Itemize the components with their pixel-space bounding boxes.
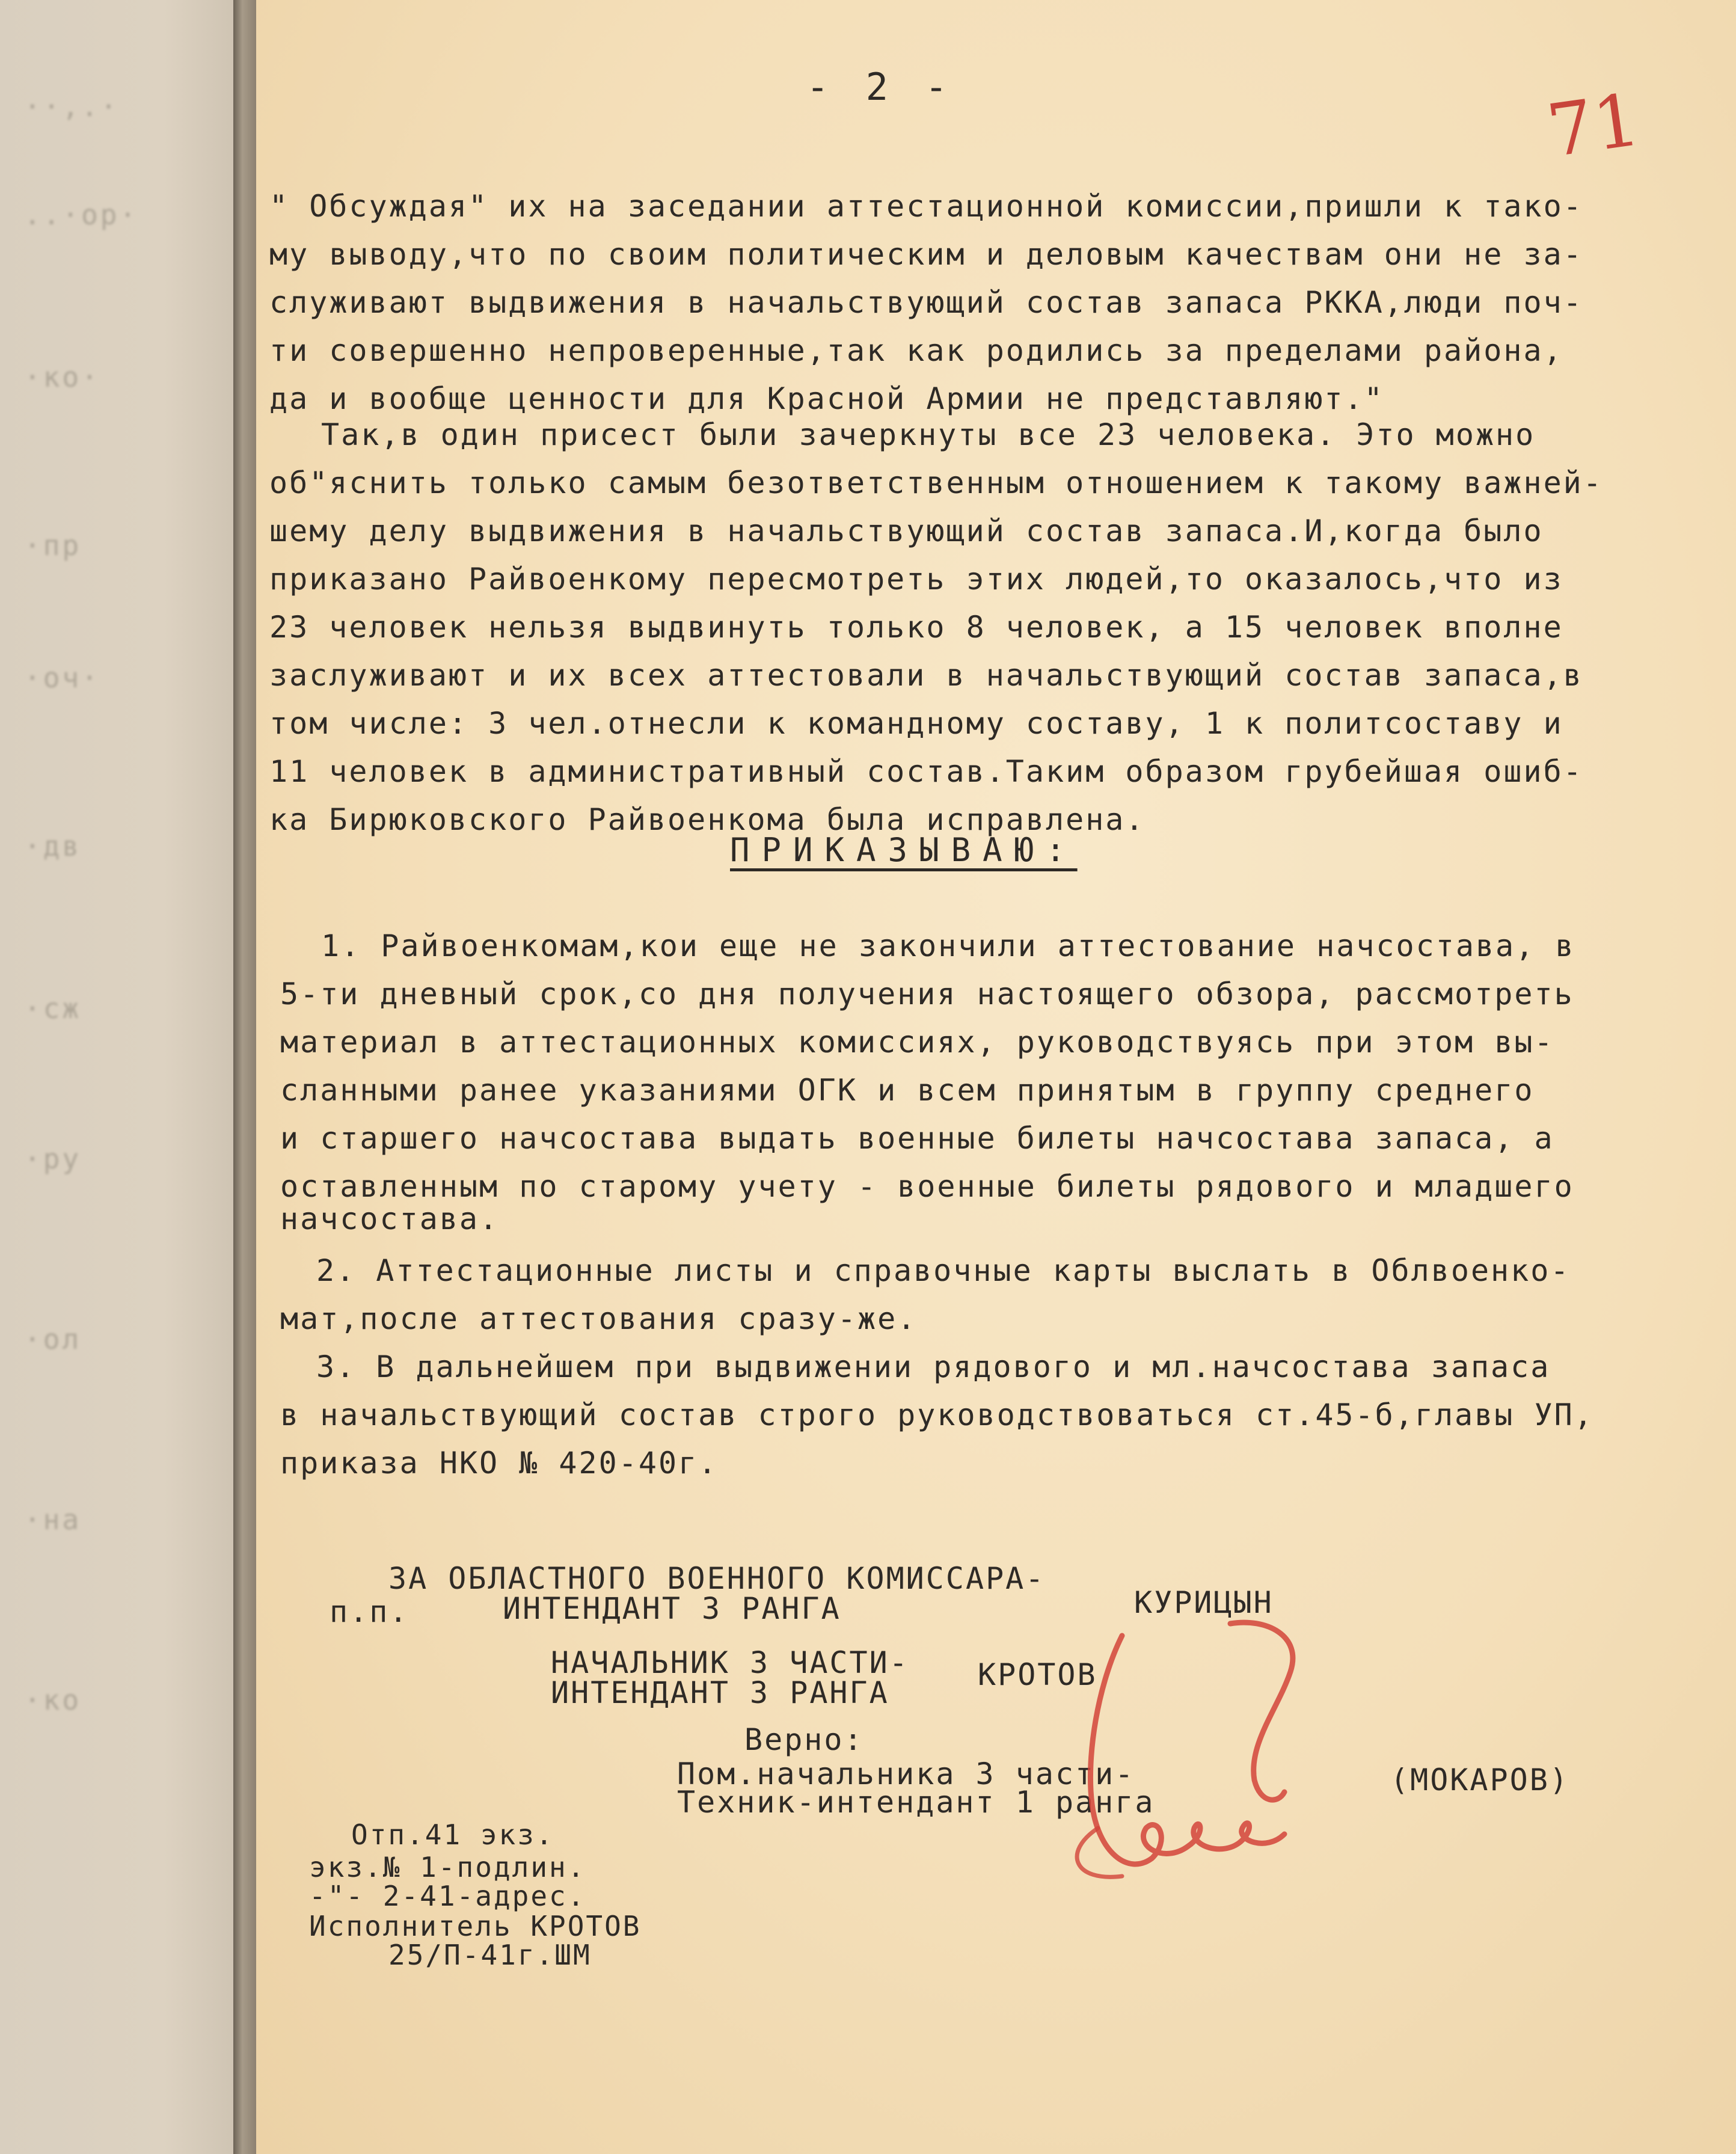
text-line: заслуживают и их всех аттестовали в начальствующий состав запаса,в bbox=[269, 658, 1583, 693]
footer-line: Исполнитель КРОТОВ bbox=[309, 1910, 642, 1942]
text-line: ти совершенно непроверенные,так как родились за пределами района, bbox=[269, 333, 1563, 368]
footer-line: экз.№ 1-подлин. bbox=[309, 1851, 586, 1883]
text-line: шему делу выдвижения в начальствующий состав запаса.И,когда было bbox=[269, 514, 1544, 548]
text-line: да и вообще ценности для Красной Армии не представляют." bbox=[269, 381, 1384, 416]
signature-pp: п.п. bbox=[330, 1594, 409, 1629]
archive-mark: 71 bbox=[1542, 78, 1645, 174]
text-line: и старшего начсостава выдать военные билеты начсостава запаса, а bbox=[280, 1121, 1554, 1156]
text-line: мат,после аттестования сразу-же. bbox=[280, 1301, 918, 1336]
text-line: том числе: 3 чел.отнесли к командному составу, 1 к политсоставу и bbox=[269, 706, 1563, 741]
text-line: 11 человек в административный состав.Таким образом грубейшая ошиб- bbox=[269, 754, 1583, 789]
text-line: 2. Аттестационные листы и справочные карты выслать в Облвоенко- bbox=[316, 1253, 1571, 1288]
signature-name: КУРИЦЫН bbox=[1134, 1585, 1274, 1620]
order-heading: ПРИКАЗЫВАЮ: bbox=[730, 831, 1078, 869]
handwritten-signature bbox=[1050, 1600, 1363, 1900]
binding-spine bbox=[233, 0, 256, 2154]
previous-page-edge: ··,.· ..·ор· ·ко· ·пр ·оч· ·дв ·сж ·ру ·ол ·на ·ко bbox=[0, 0, 235, 2154]
text-line: ка Бирюковского Райвоенкома была исправлена. bbox=[269, 802, 1146, 837]
signature-rank: ИНТЕНДАНТ 3 РАНГА bbox=[503, 1591, 841, 1626]
signature-name: КРОТОВ bbox=[978, 1657, 1097, 1692]
signature-rank: ИНТЕНДАНТ 3 РАНГА bbox=[551, 1675, 889, 1710]
certified-label: Верно: bbox=[744, 1722, 864, 1757]
text-line: служивают выдвижения в начальствующий состав запаса РККА,люди поч- bbox=[269, 285, 1583, 320]
signature-title: ЗА ОБЛАСТНОГО ВОЕННОГО КОМИССАРА- bbox=[388, 1561, 1046, 1596]
text-line: 1. Райвоенкомам,кои еще не закончили аттестование начсостава, в bbox=[321, 928, 1575, 963]
text-line: сланными ранее указаниями ОГК и всем принятым в группу среднего bbox=[280, 1073, 1535, 1108]
text-line: Так,в один присест были зачеркнуты все 23 человека. Это можно bbox=[321, 417, 1536, 452]
text-line: об"яснить только самым безответственным отношением к такому важней- bbox=[269, 465, 1603, 500]
signature-name: (МОКАРОВ) bbox=[1390, 1763, 1569, 1797]
text-line: му выводу,что по своим политическим и деловым качествам они не за- bbox=[269, 237, 1583, 272]
text-line: 5-ти дневный срок,со дня получения настоящего обзора, рассмотреть bbox=[280, 977, 1574, 1011]
text-line: 3. В дальнейшем при выдвижении рядового и мл.начсостава запаса bbox=[316, 1349, 1551, 1384]
page-number: - 2 - bbox=[806, 65, 955, 109]
text-line: оставленным по старому учету - военные билеты рядового и младшего bbox=[280, 1169, 1574, 1204]
text-line: приказано Райвоенкому пересмотреть этих людей,то оказалось,что из bbox=[269, 562, 1563, 597]
text-line: материал в аттестационных комиссиях, руководствуясь при этом вы- bbox=[280, 1025, 1554, 1060]
signature-rank: Техник-интендант 1 ранга bbox=[677, 1785, 1155, 1820]
footer-line: -"- 2-41-адрес. bbox=[309, 1880, 586, 1912]
footer-line: Отп.41 экз. bbox=[351, 1818, 554, 1851]
text-line: начсостава. bbox=[280, 1201, 500, 1236]
text-line: в начальствующий состав строго руководствоваться ст.45-б,главы УП, bbox=[280, 1398, 1594, 1432]
signature-title: НАЧАЛЬНИК 3 ЧАСТИ- bbox=[551, 1645, 909, 1680]
signature-title: Пом.начальника 3 части- bbox=[677, 1757, 1135, 1791]
footer-line: 25/П-41г.ШМ bbox=[388, 1939, 592, 1971]
text-line: " Обсуждая" их на заседании аттестационной комиссии,пришли к тако- bbox=[269, 189, 1583, 224]
document-page bbox=[256, 0, 1736, 2154]
text-line: 23 человек нельзя выдвинуть только 8 человек, а 15 человек вполне bbox=[269, 610, 1563, 645]
text-line: приказа НКО № 420-40г. bbox=[280, 1446, 719, 1480]
